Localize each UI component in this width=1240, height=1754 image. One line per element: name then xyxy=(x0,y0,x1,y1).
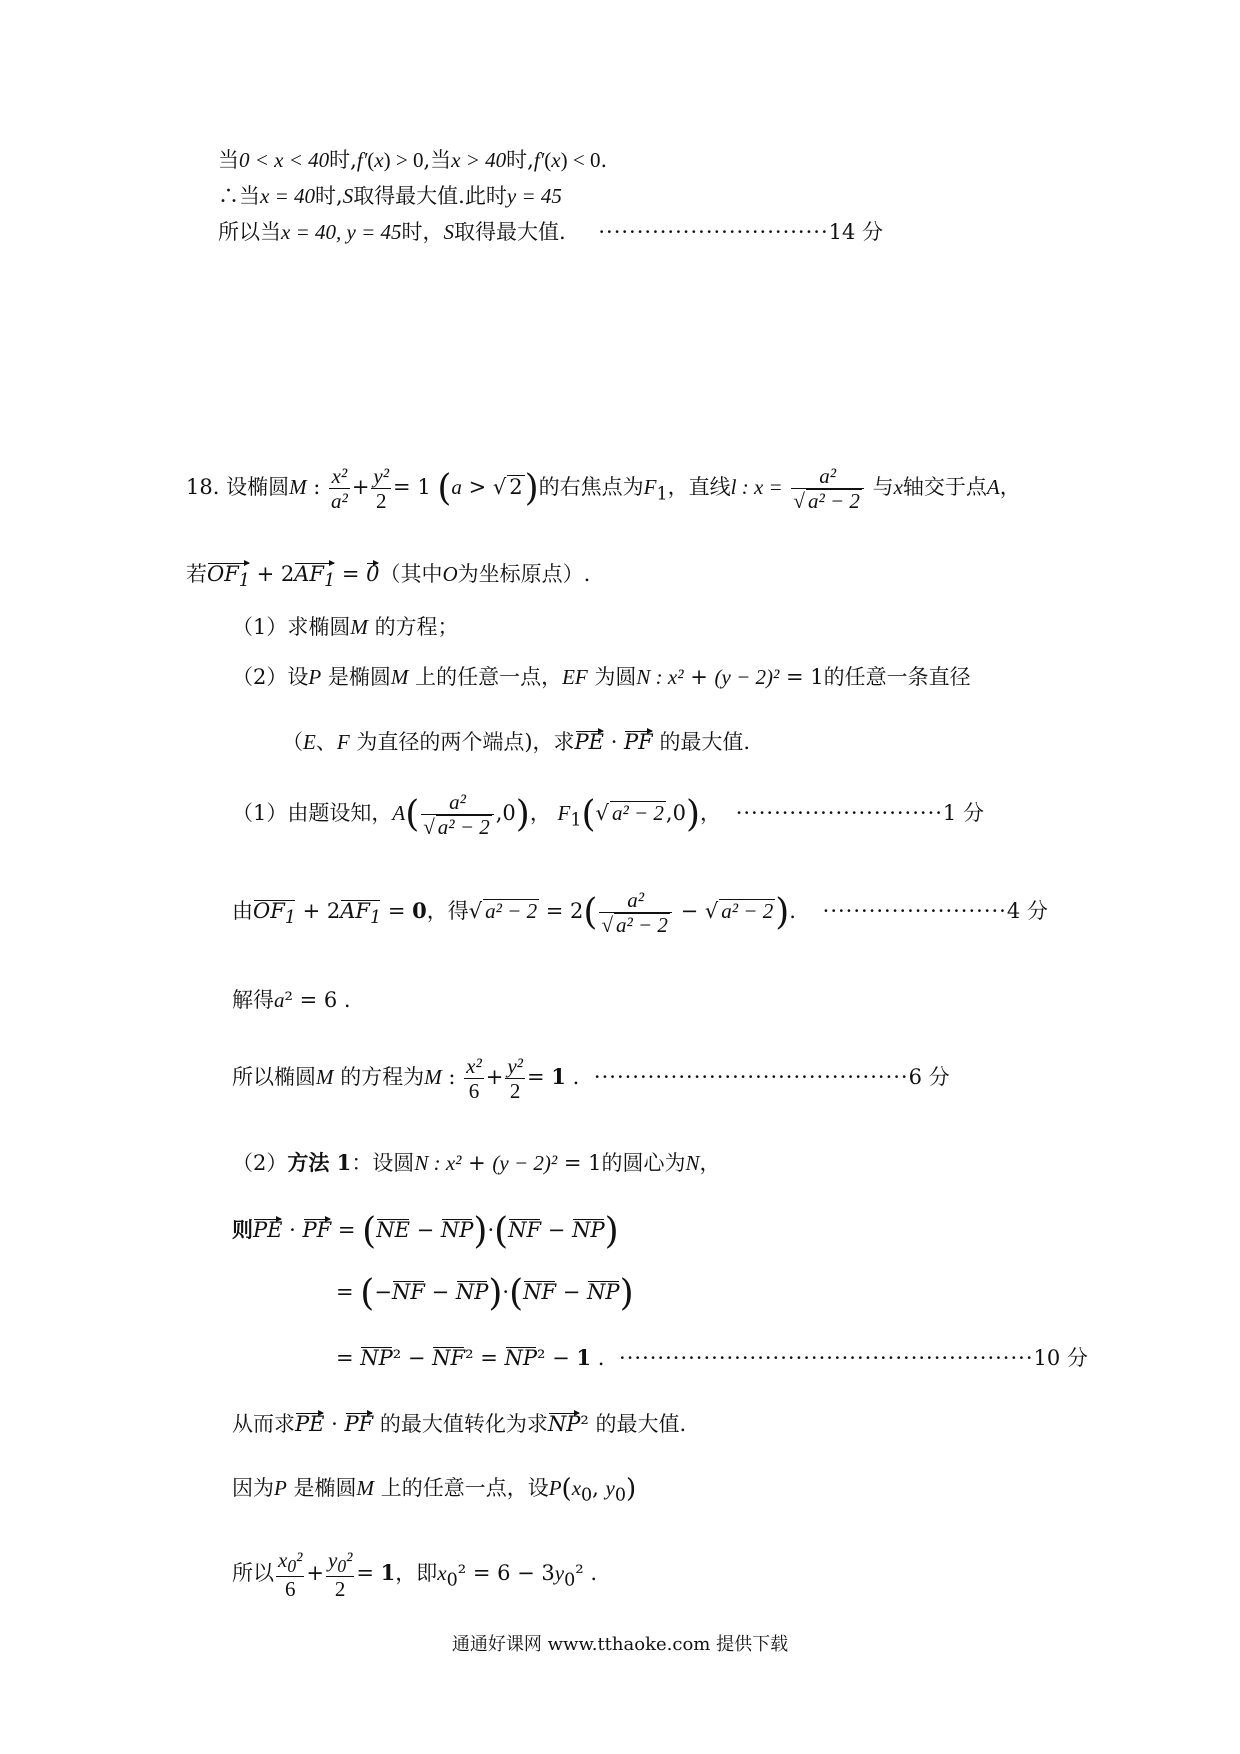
q18-part-1: （1）求椭圆M 的方程； xyxy=(232,615,459,639)
sol-line-11: 所以 $\frac{x_0^2}{6}$ + $\frac{y_0^2}{2}$ = 1，即$x_0^2 = 6 - 3y_0^2$ . xyxy=(232,1548,598,1602)
prev-line-1: 当0 < x < 40时,f′(x) > 0,当x > 40时,f′(x) < 0. xyxy=(218,148,608,172)
q18-part-2-cont: （E、F 为直径的两个端点)，求PE · PF 的最大值. xyxy=(282,730,751,754)
sol-line-2: 由$OF_1 + 2AF_1 = 0$，得√ a² − 2 = 2( $\frac{\text{a²}}{\text{√ a² − 2}}$ − √ a² − 2). ························4 分 xyxy=(232,888,1048,938)
footer-text: 通通好课网 www.tthaoke.com 提供下载 xyxy=(451,1634,789,1655)
q18-part-2: （2）设P 是椭圆M 上的任意一点，EF 为圆N : x² + (y − 2)² = 1的任意一条直径 xyxy=(232,665,971,689)
q18-line-2: 若$OF_1 + 2AF_1 = 0$（其中O为坐标原点）. xyxy=(186,562,591,592)
sol-line-8: = NP² − NF² = NP² − 1 . ······················································10 分 xyxy=(336,1345,1088,1370)
sol-line-7: = (−NF − NP)·(NF − NP) xyxy=(336,1273,634,1314)
sol-line-4: 所以椭圆M 的方程为M : $\frac{\text{x²}}{6}$ + $\frac{\text{y²}}{2}$ = 1 . ·········································6 分 xyxy=(232,1054,950,1104)
sol-line-9: 从而求PE · PF 的最大值转化为求NP² 的最大值. xyxy=(232,1412,687,1436)
sol-line-10: 因为P 是椭圆M 上的任意一点，设$P(x_0$, $y_0$) xyxy=(232,1474,637,1506)
sol-line-5: （2）方法 1：设圆N : x² + (y − 2)² = 1的圆心为N， xyxy=(232,1150,721,1175)
q18-line-1: 18. 设椭圆M : $\frac{\text{x²}}{\text{a²}}$ + $\frac{\text{y²}}{2}$ = 1 (a > √ 2)的右焦点为$F_1$，直线l : x = $\frac{\text{a²}}{\text{√ a² − 2}}$ 与x轴交于点A， xyxy=(186,464,1021,514)
prev-line-2: ∴当x = 40时,S取得最大值.此时y = 45 xyxy=(218,184,562,208)
sol-line-6: 则PE · PF = (NE − NP)·(NF − NP) xyxy=(232,1211,619,1252)
prev-line-3: 所以当x = 40, y = 45时，S取得最大值. ······························14 分 xyxy=(218,220,884,244)
sol-line-1: （1）由题设知，A( $\frac{\text{a²}}{\text{√ a² − 2}}$ ,0)， $F_1(√$ a² − 2,0)， ···························1 分 xyxy=(232,790,984,840)
sol-line-3: 解得a² = 6 . xyxy=(232,988,351,1012)
